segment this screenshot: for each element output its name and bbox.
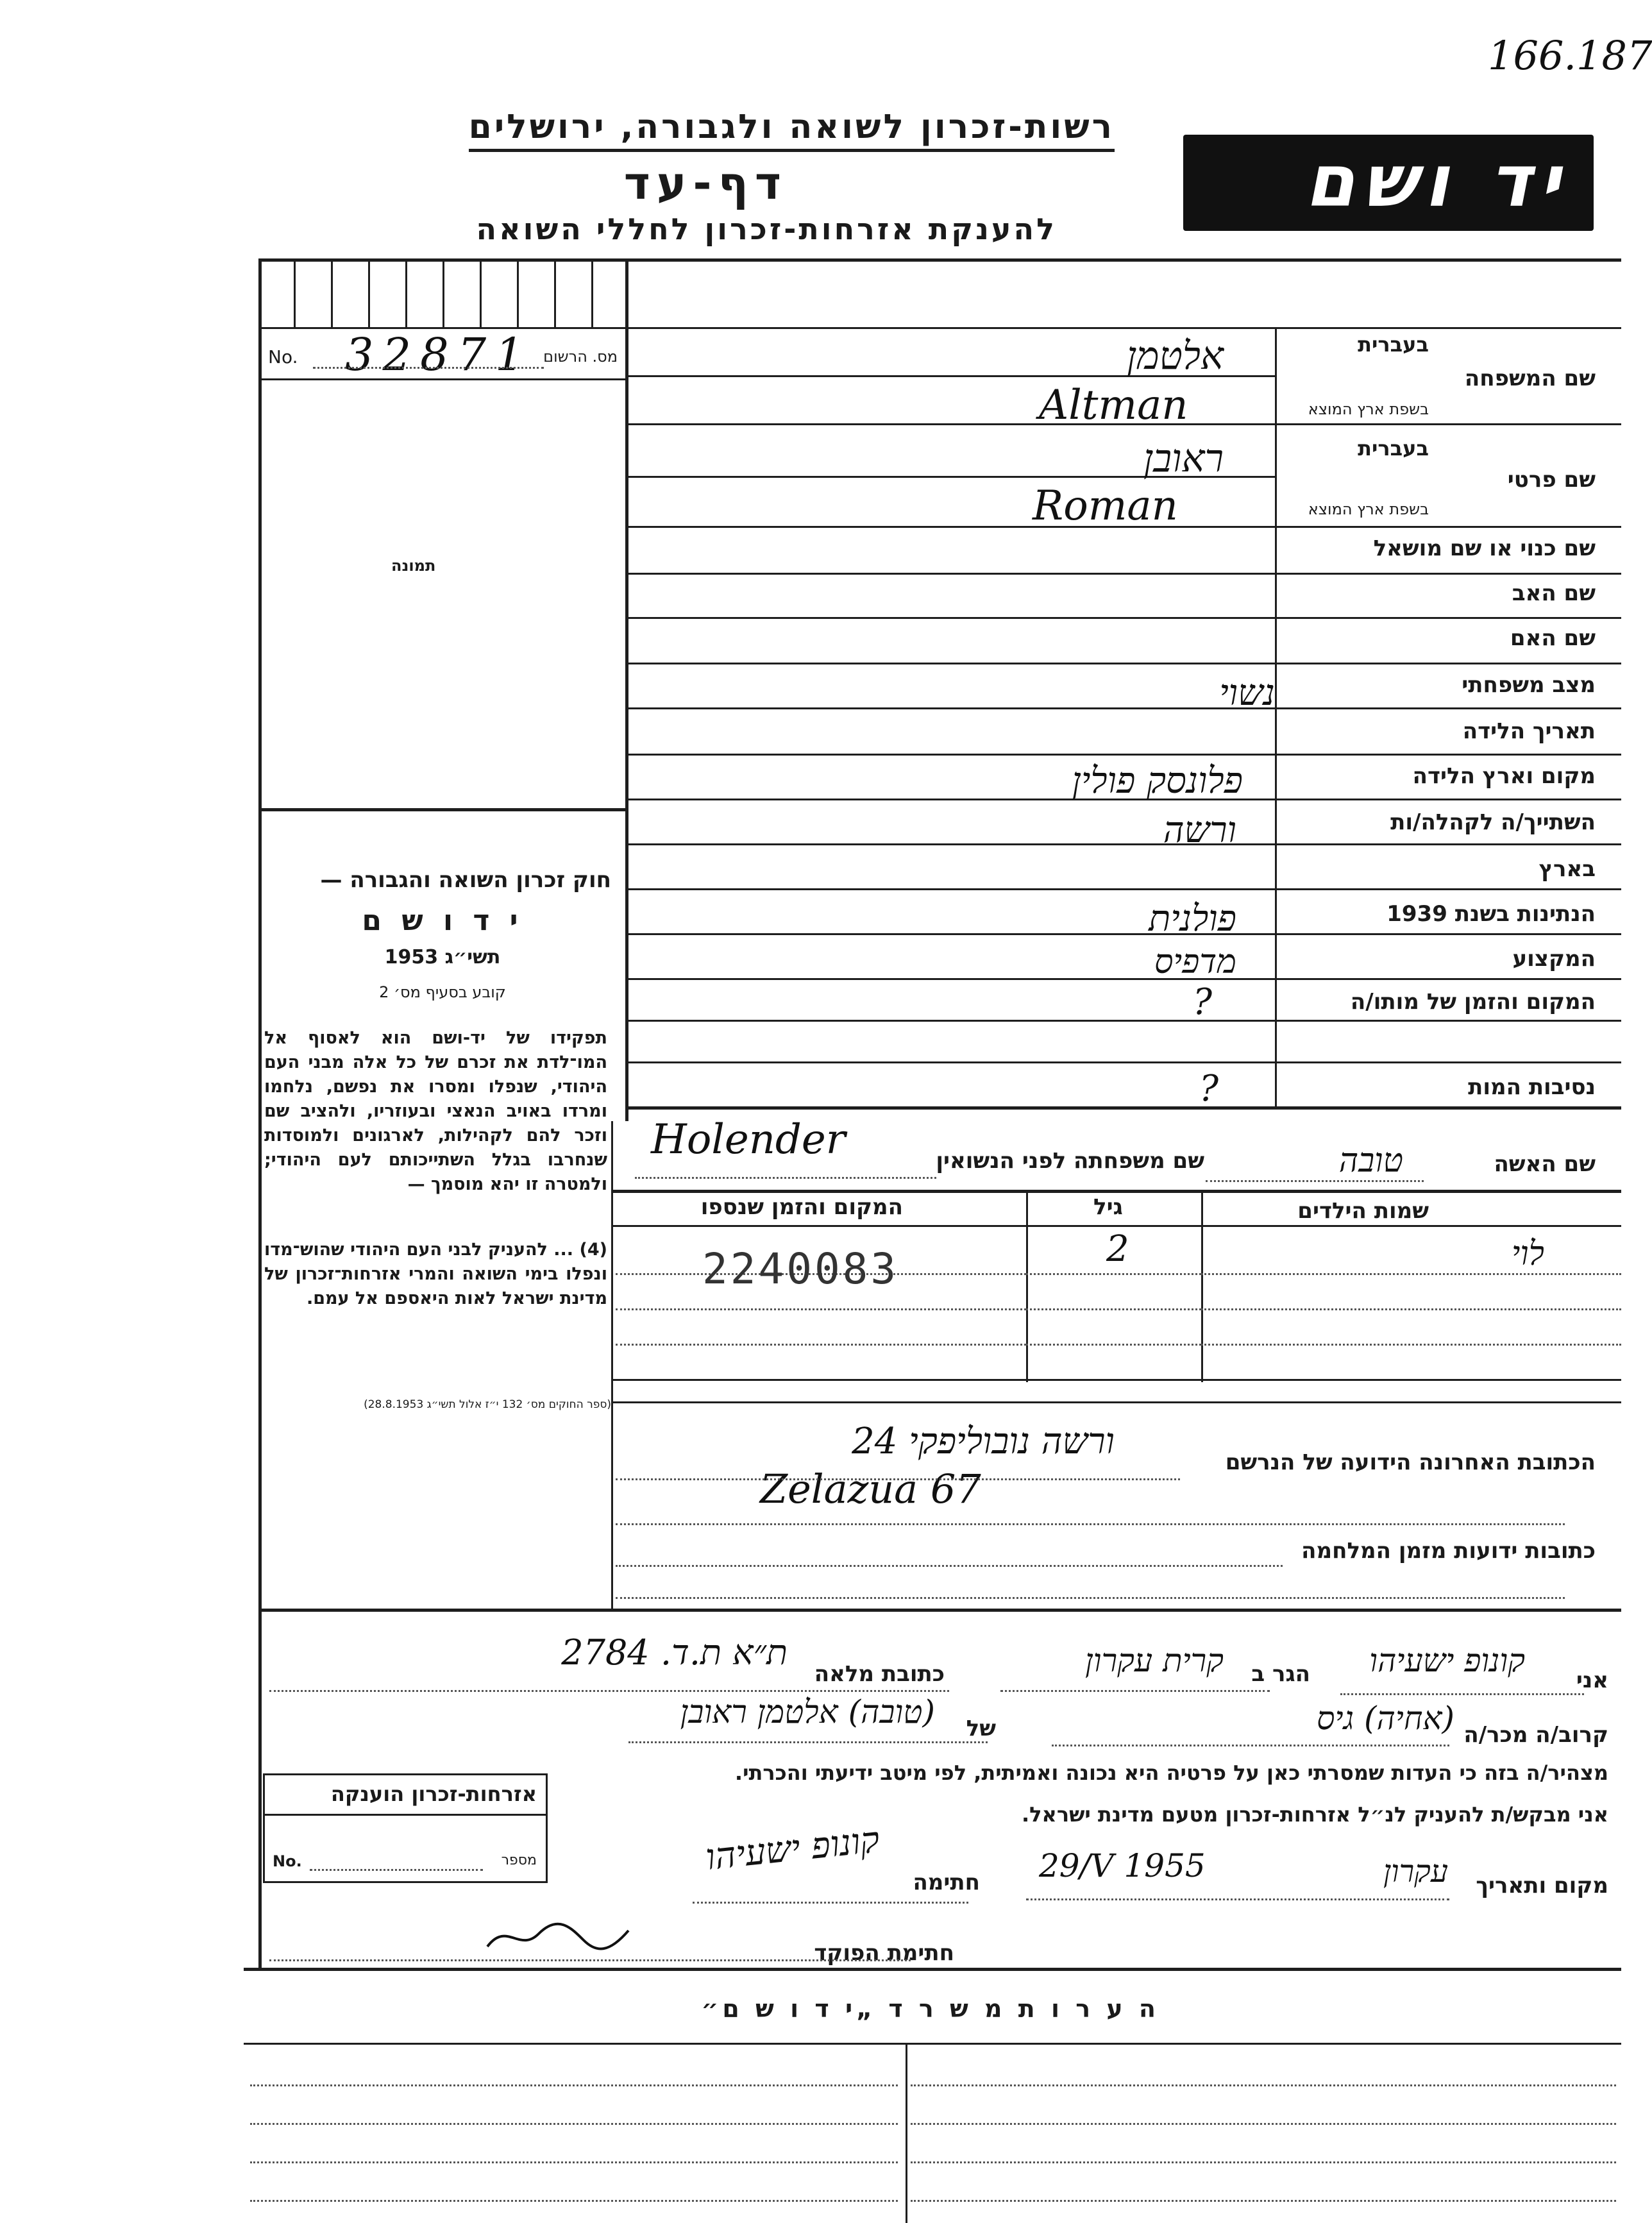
father-name-label: שם האב: [1512, 580, 1596, 606]
maiden-name-label: שם משפחתה לפני הנשואין: [936, 1148, 1204, 1174]
marital-status-label: מצב משפחתי: [1462, 672, 1596, 698]
maiden-name-value: Holender: [651, 1116, 846, 1163]
family-name-origin-value: Altman: [1039, 382, 1188, 429]
law-citation: (ספר החוקים מס׳ 132 י״ז אלול תשי״ג 28.8.1953): [364, 1398, 611, 1411]
nickname-label: שם כנוי או שם מושאל: [1373, 536, 1596, 561]
citizenship-box-title: אזרחות-זכרון הוענקה: [330, 1782, 537, 1806]
marital-status-value: נשוי: [1219, 672, 1275, 714]
law-paragraph-1: תפקידו של יד-ושם הוא לאסוף אל המו־לדת את זכרם של כל אלה מבני העם היהודי, שנפלו ומסרו את נפשם, נלחמו ומרדו באויב הנאצי ובעוזריו, ולהציב שם וזכר להם לקהילות, לארגונים ולמוסדות שנחרבו בגלל השתייכותם לעם היהודי; ולמטרה זו יהא מוסמך —: [264, 1028, 607, 1194]
death-cause-value: ?: [1199, 1068, 1219, 1110]
registration-number: 32871: [345, 328, 533, 381]
birth-place-label: מקום וארץ הלידה: [1412, 763, 1596, 789]
death-place-value: ?: [1193, 981, 1213, 1023]
wife-name-label: שם האשה: [1494, 1151, 1596, 1177]
logo-text: יד ושם: [1304, 140, 1568, 223]
family-name-label: שם המשפחה: [1464, 366, 1596, 391]
profession-value: מדפיס: [1154, 943, 1236, 981]
child-name: לוי: [1511, 1235, 1544, 1273]
registration-no-label: No.: [268, 346, 298, 368]
first-name-hebrew-label: בעברית: [1358, 436, 1429, 461]
of-label: של: [966, 1716, 996, 1741]
place-date-label: מקום ותאריך: [1476, 1873, 1608, 1898]
archive-number: 166.187: [1488, 32, 1652, 79]
family-name-hebrew-label: בעברית: [1358, 332, 1429, 357]
last-address-hebrew: ורשה נובוליפקי 24: [852, 1421, 1115, 1462]
children-names-header: שמות הילדים: [1297, 1198, 1429, 1224]
birth-date-label: תאריך הלידה: [1462, 718, 1596, 744]
first-name-label: שם פרטי: [1507, 467, 1596, 493]
declarant-postal-value: ת״א ת.ד. 2784: [561, 1632, 788, 1673]
citizenship-box-number-label: מספר: [501, 1852, 537, 1868]
relative-label: קרוב/ה מכר/ה: [1463, 1722, 1608, 1748]
citizenship-box-no-label: No.: [273, 1852, 302, 1870]
declarant-city: קרית עקרון: [1085, 1642, 1224, 1679]
citizenship-1939-value: פולנית: [1149, 898, 1236, 940]
citizenship-box: [263, 1773, 548, 1883]
declarant-name: קונופ ישעיהו: [1369, 1642, 1525, 1679]
death-cause-label: נסיבות המות: [1468, 1074, 1596, 1100]
photo-label: תמונה: [391, 557, 436, 575]
community-value: ורשה: [1163, 809, 1236, 851]
law-clause: קובע בסעיף מס׳ 2: [379, 983, 506, 1001]
declarant-postal-label: כתובת מלאה: [814, 1661, 945, 1687]
declaration-statement-2: אני מבקש/ת להעניק לנ״ל אזרחות-זכרון מטעם מדינת ישראל.: [1022, 1802, 1608, 1827]
page-subtitle: להענקת אזרחות-זכרון לחללי השואה: [476, 212, 1057, 246]
registration-field: [268, 328, 618, 381]
child-age: 2: [1106, 1228, 1129, 1270]
wartime-address-label: כתובות ידועות מזמן המלחמה: [1301, 1538, 1596, 1564]
official-signature-label: חתימת הפוקד: [814, 1940, 954, 1966]
wife-name-value: טובה: [1338, 1142, 1403, 1180]
law-paragraph-2: (4) ... להעניק לבני העם היהודי שהוש־מדו ונפלו בימי השואה והמרי אזרחות־זכרון של מדינת ישראל לאות היאספם אל עמם.: [264, 1240, 607, 1308]
date-value: 29/V 1955: [1039, 1847, 1206, 1884]
children-age-header: גיל: [1093, 1194, 1123, 1220]
place-value: עקרון: [1383, 1854, 1448, 1889]
family-name-hebrew-value: אלטמן: [1126, 334, 1224, 378]
first-name-origin-value: Roman: [1032, 482, 1178, 530]
signature-label: חתימה: [913, 1870, 980, 1895]
death-place-label: המקום והזמן של מותו/ה: [1350, 989, 1596, 1015]
declarant-i-label: אני: [1576, 1668, 1608, 1693]
authority-name: רשות-זכרון לשואה ולגבורה, ירושלים: [469, 108, 1115, 152]
stamp-number: 2240083: [702, 1244, 899, 1294]
official-signature-scribble: [481, 1914, 635, 1959]
law-title: חוק זכרון השואה והגבורה —: [320, 867, 611, 893]
family-name-origin-label: בשפת ארץ המוצא: [1308, 400, 1429, 418]
last-address-label: הכתובת האחרונה הידועה של הנרשם: [1225, 1450, 1596, 1475]
first-name-hebrew-value: ראובן: [1143, 436, 1224, 481]
declaration-statement-1: מצהיר/ה בזה כי העדות שמסרתי כאן על פרטיה היא נכונה ואמיתית, לפי מיטב ידיעתי והכרתי.: [734, 1761, 1608, 1785]
law-year: תשי״ג 1953: [384, 946, 501, 968]
yad-vashem-logo: [1183, 135, 1594, 231]
registration-label: מס. הרשום: [543, 348, 618, 366]
profession-label: המקצוע: [1512, 946, 1596, 972]
first-name-origin-label: בשפת ארץ המוצא: [1308, 500, 1429, 518]
community-label: השתייך/ה לקהלה/ות: [1390, 809, 1596, 835]
birth-place-value: פלונסק פולין: [1072, 760, 1243, 802]
page-title: דף-עד: [623, 157, 788, 210]
children-place-header: המקום והזמן שנספו: [700, 1194, 903, 1220]
declarant-resident-label: הגר ב: [1251, 1661, 1310, 1687]
notes-title: ה ע ר ו ת מ ש ר ד „י ד ו ש ם״: [701, 1995, 1159, 2023]
citizenship-1939-label: הנתינות בשנת 1939: [1386, 901, 1596, 927]
last-address-origin: Zelazua 67: [760, 1466, 981, 1512]
mother-name-label: שם האם: [1510, 625, 1596, 651]
of-value: (טובה) אלטמן ראובן: [680, 1693, 935, 1730]
country-label: בארץ: [1538, 856, 1596, 882]
signature-value: קונופ ישעיהו: [704, 1818, 882, 1879]
relation-value: (אחיה) גיס: [1317, 1700, 1454, 1737]
law-name: י ד ו ש ם: [362, 904, 523, 937]
